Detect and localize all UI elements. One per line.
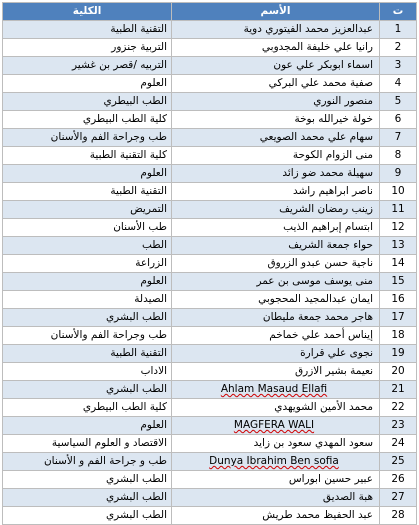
faculty-cell[interactable]: كلية الطب البيطري	[3, 111, 172, 129]
name-cell[interactable]: هبة الصديق	[172, 489, 380, 507]
row-number-cell[interactable]: 4	[380, 75, 417, 93]
name-cell[interactable]: خولة خيرالله بوخة	[172, 111, 380, 129]
table-row	[3, 57, 417, 75]
name-cell[interactable]	[172, 417, 380, 435]
row-number-cell[interactable]: 16	[380, 291, 417, 309]
name-cell[interactable]: ابتسام إبراهيم الذيب	[172, 219, 380, 237]
row-number-cell[interactable]: 23	[380, 417, 417, 435]
row-number-cell[interactable]: 5	[380, 93, 417, 111]
name-text: Dunya Ibrahim Ben sofia	[209, 455, 339, 467]
row-number-cell[interactable]: 12	[380, 219, 417, 237]
faculty-cell[interactable]: التربيه /قصر بن غشير	[3, 57, 172, 75]
faculty-cell[interactable]: طب وجراحة الفم والأسنان	[3, 129, 172, 147]
table-row	[3, 453, 417, 471]
row-number-cell[interactable]: 6	[380, 111, 417, 129]
name-cell[interactable]: منصور النوري	[172, 93, 380, 111]
name-cell[interactable]: نعيمة بشير الازرق	[172, 363, 380, 381]
row-number-cell[interactable]: 1	[380, 21, 417, 39]
row-number-cell[interactable]: 2	[380, 39, 417, 57]
row-number-cell[interactable]: 18	[380, 327, 417, 345]
row-number-cell[interactable]: 22	[380, 399, 417, 417]
faculty-cell[interactable]: العلوم	[3, 273, 172, 291]
table-row	[3, 183, 417, 201]
name-cell[interactable]: عبد الحفيظ محمد طريش	[172, 507, 380, 525]
table-row	[3, 309, 417, 327]
faculty-cell[interactable]: الطب البيطري	[3, 93, 172, 111]
header-faculty[interactable]: الكلية	[3, 3, 172, 21]
table-row	[3, 381, 417, 399]
name-text: Ahlam Masaud Ellafi	[220, 383, 328, 395]
table-row	[3, 147, 417, 165]
faculty-cell[interactable]: كلية التقنية الطبية	[3, 147, 172, 165]
table-row	[3, 399, 417, 417]
faculty-cell[interactable]: العلوم	[3, 75, 172, 93]
row-number-cell[interactable]: 27	[380, 489, 417, 507]
row-number-cell[interactable]: 19	[380, 345, 417, 363]
faculty-cell[interactable]: الصيدلة	[3, 291, 172, 309]
spreadsheet	[2, 2, 416, 525]
name-cell[interactable]: ناصر ابراهيم راشد	[172, 183, 380, 201]
name-cell[interactable]: رانيا علي خليفة المجدوبي	[172, 39, 380, 57]
faculty-cell[interactable]: العلوم	[3, 417, 172, 435]
name-cell[interactable]: منى الزوام الكوحة	[172, 147, 380, 165]
row-number-cell[interactable]: 17	[380, 309, 417, 327]
table-row	[3, 363, 417, 381]
table-row	[3, 345, 417, 363]
faculty-cell[interactable]: الطب	[3, 237, 172, 255]
faculty-cell[interactable]: الطب البشري	[3, 507, 172, 525]
table-row	[3, 273, 417, 291]
row-number-cell[interactable]: 9	[380, 165, 417, 183]
faculty-cell[interactable]: الاقتصاد و العلوم السياسية	[3, 435, 172, 453]
row-number-cell[interactable]: 24	[380, 435, 417, 453]
table-row	[3, 417, 417, 435]
name-cell[interactable]: ناجية حسن عبدو الزروق	[172, 255, 380, 273]
row-number-cell[interactable]: 26	[380, 471, 417, 489]
faculty-cell[interactable]: التربية جنزور	[3, 39, 172, 57]
table-row	[3, 129, 417, 147]
header-row	[3, 3, 417, 21]
name-cell[interactable]: محمد الأمين الشويهدي	[172, 399, 380, 417]
faculty-cell[interactable]: التقنية الطبية	[3, 183, 172, 201]
row-number-cell[interactable]: 15	[380, 273, 417, 291]
table-row	[3, 237, 417, 255]
name-cell[interactable]: زينب رمضان الشريف	[172, 201, 380, 219]
table-row	[3, 291, 417, 309]
faculty-cell[interactable]: العلوم	[3, 165, 172, 183]
name-cell[interactable]: إيناس أحمد علي خماخم	[172, 327, 380, 345]
name-cell[interactable]: اسماء ابوبكر علي عون	[172, 57, 380, 75]
table-row	[3, 111, 417, 129]
name-cell[interactable]: سهيلة محمد ضو زائد	[172, 165, 380, 183]
table-row	[3, 39, 417, 57]
row-number-cell[interactable]: 10	[380, 183, 417, 201]
faculty-cell[interactable]: التمريض	[3, 201, 172, 219]
name-cell[interactable]: سعود المهدي سعود بن زايد	[172, 435, 380, 453]
row-number-cell[interactable]: 28	[380, 507, 417, 525]
table-row	[3, 435, 417, 453]
table-row	[3, 75, 417, 93]
table-row	[3, 507, 417, 525]
faculty-cell[interactable]: الزراعة	[3, 255, 172, 273]
name-cell[interactable]: هاجر محمد جمعة مليطان	[172, 309, 380, 327]
faculty-cell[interactable]: الطب البشري	[3, 471, 172, 489]
table-row	[3, 165, 417, 183]
row-number-cell[interactable]: 11	[380, 201, 417, 219]
faculty-cell[interactable]: كلية الطب البيطري	[3, 399, 172, 417]
table-row	[3, 255, 417, 273]
table-row	[3, 489, 417, 507]
faculty-cell[interactable]: الطب البشري	[3, 489, 172, 507]
table-body	[3, 21, 417, 525]
name-cell[interactable]: عبدالعزيز محمد الفيتوري دوية	[172, 21, 380, 39]
faculty-cell[interactable]: التقنية الطبية	[3, 21, 172, 39]
faculty-cell[interactable]: الاداب	[3, 363, 172, 381]
row-number-cell[interactable]: 20	[380, 363, 417, 381]
name-cell[interactable]: حواء جمعة الشريف	[172, 237, 380, 255]
faculty-cell[interactable]: طب و جراحة الفم و الأسنان	[3, 453, 172, 471]
row-number-cell[interactable]: 8	[380, 147, 417, 165]
faculty-cell[interactable]: طب الأسنان	[3, 219, 172, 237]
names-table	[2, 2, 417, 525]
name-text: MAGFERA WALI	[233, 419, 315, 431]
name-cell[interactable]: نجوى علي قرارة	[172, 345, 380, 363]
faculty-cell[interactable]: الطب البشري	[3, 381, 172, 399]
name-cell[interactable]: منى يوسف موسى بن عمر	[172, 273, 380, 291]
row-number-cell[interactable]: 14	[380, 255, 417, 273]
table-row	[3, 471, 417, 489]
row-number-cell[interactable]: 25	[380, 453, 417, 471]
header-name[interactable]: الأسم	[172, 3, 380, 21]
faculty-cell[interactable]: الطب البشري	[3, 309, 172, 327]
header-number[interactable]: ت	[380, 3, 417, 21]
table-row	[3, 327, 417, 345]
name-cell[interactable]: سهام علي محمد الصويعي	[172, 129, 380, 147]
name-cell[interactable]	[172, 453, 380, 471]
row-number-cell[interactable]: 3	[380, 57, 417, 75]
table-row	[3, 21, 417, 39]
faculty-cell[interactable]: طب وجراحة الفم والأسنان	[3, 327, 172, 345]
row-number-cell[interactable]: 13	[380, 237, 417, 255]
table-row	[3, 219, 417, 237]
faculty-cell[interactable]: التقنية الطبية	[3, 345, 172, 363]
name-cell[interactable]: عبير حسين ابوراس	[172, 471, 380, 489]
table-row	[3, 201, 417, 219]
name-cell[interactable]: ايمان عبدالمجيد المحجوبي	[172, 291, 380, 309]
name-cell[interactable]: صفية محمد علي البركي	[172, 75, 380, 93]
name-cell[interactable]	[172, 381, 380, 399]
row-number-cell[interactable]: 21	[380, 381, 417, 399]
table-row	[3, 93, 417, 111]
row-number-cell[interactable]: 7	[380, 129, 417, 147]
